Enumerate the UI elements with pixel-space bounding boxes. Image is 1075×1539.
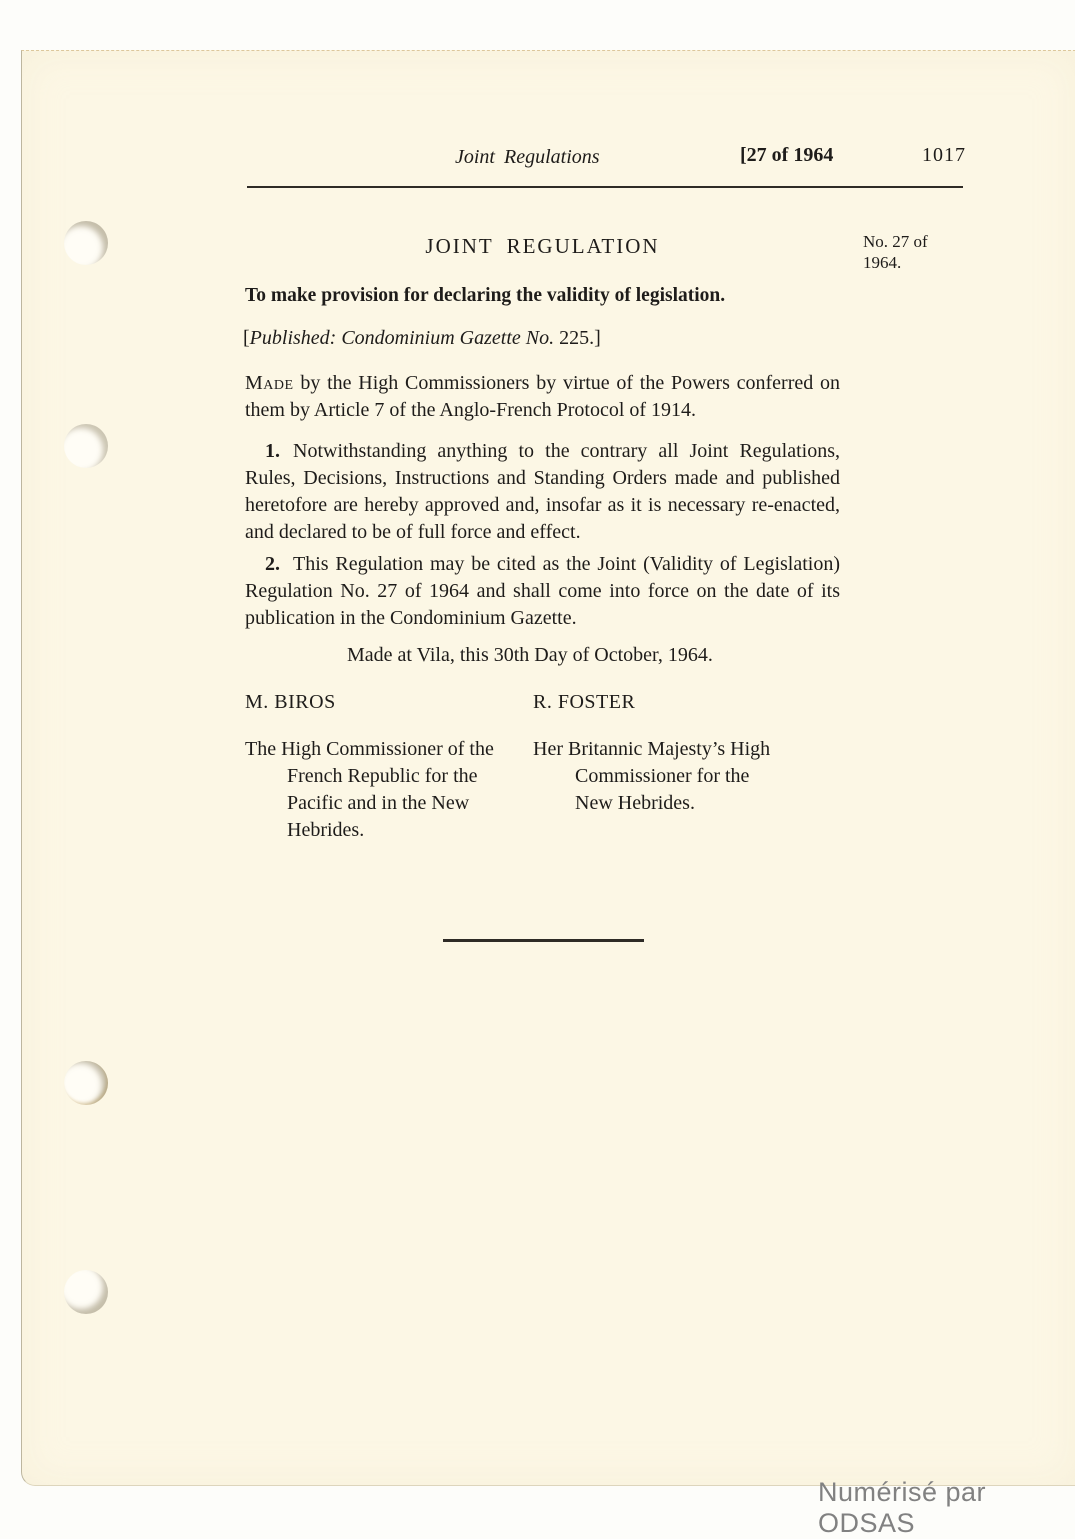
header-citation: [27 of 1964: [740, 144, 834, 166]
published-italic-text: Published: Condominium Gazette No.: [249, 327, 555, 349]
paragraph-1: [245, 438, 840, 546]
execution-line: Made at Vila, this 30th Day of October, 1964.: [347, 644, 713, 666]
signature-title-line: Commissioner for the: [575, 765, 750, 787]
punch-hole: [64, 221, 108, 265]
punch-hole: [64, 424, 108, 468]
published-bracket: [: [243, 327, 250, 349]
end-rule: [443, 939, 644, 942]
signature-title-british: [533, 736, 818, 817]
preamble-text: by the High Commissioners by virtue of the Powers conferred on them by Article 7 of the Anglo-French Protocol of 1914.: [245, 372, 840, 421]
preamble-paragraph: [245, 370, 840, 424]
signature-title-line: New Hebrides.: [575, 792, 695, 814]
header-rule: [247, 186, 963, 188]
paragraph-2-text: This Regulation may be cited as the Joint (Validity of Legislation) Regulation No. 27 of 1964 and shall come into force on the date of its publication in the Condominium Gazette.: [245, 553, 840, 629]
signature-title-line: Hebrides.: [287, 819, 365, 841]
marginal-note-line1: No. 27 of: [863, 232, 928, 251]
scan-watermark: Numérisé par ODSAS: [818, 1477, 987, 1538]
marginal-note: [863, 231, 953, 273]
long-title: To make provision for declaring the validity of legislation.: [245, 285, 726, 306]
signature-title-line: Her Britannic Majesty’s High: [533, 738, 771, 760]
preamble-smallcaps: Made: [245, 372, 294, 394]
paragraph-2: [245, 551, 840, 632]
published-rest: 225.]: [554, 327, 601, 349]
published-reference: [243, 327, 601, 350]
signature-title-french: [245, 736, 535, 844]
paragraph-2-number: 2.: [265, 553, 280, 575]
signature-name-french: M. BIROS: [245, 691, 336, 713]
running-title: Joint Regulations: [455, 146, 600, 168]
signature-name-british: R. FOSTER: [533, 691, 636, 713]
marginal-note-line2: 1964.: [863, 253, 902, 272]
signature-title-line: The High Commissioner of the: [245, 738, 494, 760]
paragraph-1-number: 1.: [265, 440, 280, 462]
punch-hole: [64, 1270, 108, 1314]
paragraph-1-text: Notwithstanding anything to the contrary all Joint Regulations, Rules, Decisions, Instructions and Standing Orders made and published heretofore are hereby approved and, insofar as it is necessary re-enacted, and declared to be of full force and effect.: [245, 440, 840, 543]
page-number: 1017: [922, 144, 966, 166]
punch-hole: [64, 1061, 108, 1105]
regulation-heading: JOINT REGULATION: [425, 234, 660, 258]
signature-title-line: French Republic for the: [287, 765, 478, 787]
signature-title-line: Pacific and in the New: [287, 792, 470, 814]
